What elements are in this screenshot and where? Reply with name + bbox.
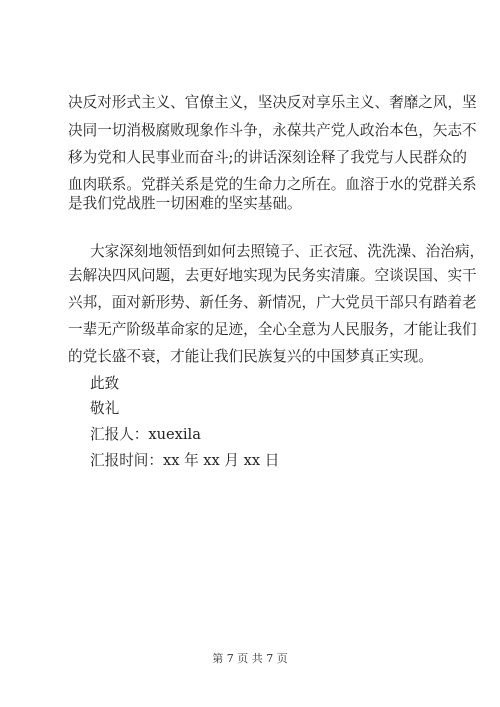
paragraph-2-line-2: 去解决四风问题，去更好地实现为民务实清廉。空谈误国、实干 [68,267,477,284]
page-footer: 第 7 页 共 7 页 [212,652,288,665]
paragraph-1-line-4: 血肉联系。党群关系是党的生命力之所在。血溶于水的党群关系 [68,176,477,193]
paragraph-1-line-2: 决同一切消极腐败现象作斗争，永葆共产党人政治本色，矢志不 [68,122,477,139]
salutation-jing-li: 敬礼 [90,400,120,417]
reporter-line: 汇报人：xuexila [90,426,201,443]
paragraph-2-line-5: 的党长盛不衰，才能让我们民族复兴的中国梦真正实现。 [68,348,433,365]
paragraph-1-line-3: 移为党和人民事业而奋斗;的讲话深刻诠释了我党与人民群众的 [68,149,467,166]
paragraph-2-line-3: 兴邦，面对新形势、新任务、新情况，广大党员干部只有踏着老 [68,294,477,311]
paragraph-2-line-4: 一辈无产阶级革命家的足迹，全心全意为人民服务，才能让我们 [68,321,477,338]
paragraph-1-line-1: 决反对形式主义、官僚主义，坚决反对享乐主义、奢靡之风，坚 [68,94,477,111]
report-time-line: 汇报时间：xx 年 xx 月 xx 日 [90,452,280,469]
salutation-ci-zhi: 此致 [90,375,120,392]
paragraph-2-line-1: 大家深刻地领悟到如何去照镜子、正衣冠、洗洗澡、治治病， [90,243,485,260]
paragraph-1-line-5: 是我们党战胜一切困难的坚实基础。 [68,195,302,212]
